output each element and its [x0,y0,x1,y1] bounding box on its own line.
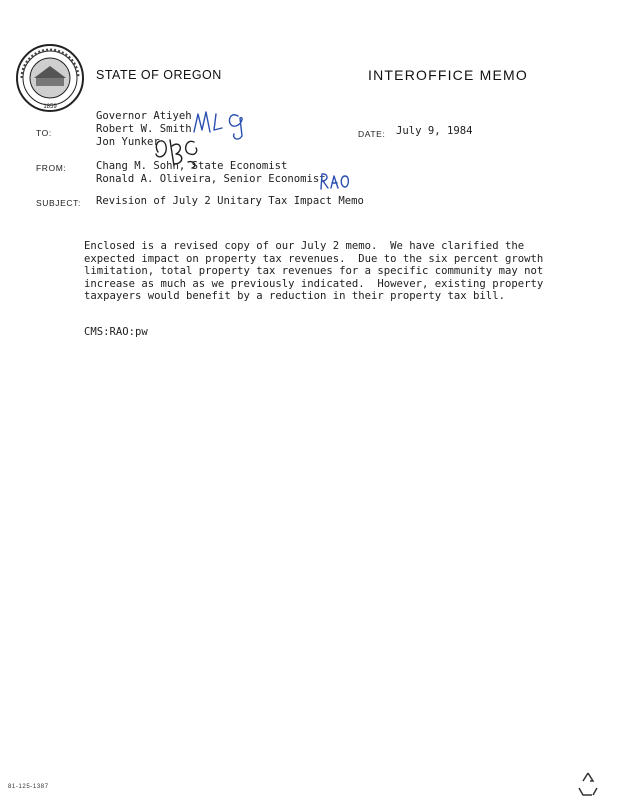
subject-label: SUBJECT: [36,198,81,208]
to-recipient: Robert W. Smith [96,123,192,135]
to-recipient: Governor Atiyeh [96,110,192,122]
from-sender: Ronald A. Oliveira, Senior Economist [96,173,326,185]
subject-value: Revision of July 2 Unitary Tax Impact Memo [96,195,364,207]
date-label: DATE: [358,129,386,139]
body-line: expected impact on property tax revenues. Due to the six percent growth [84,252,544,265]
handwritten-initials [150,132,206,172]
body-line: increase as much as we previously indicated. However, existing property [84,277,544,290]
reference-initials: CMS:RAO:pw [84,326,148,338]
handwritten-initials [318,171,352,191]
from-label: FROM: [36,163,67,173]
state-seal-icon [14,42,86,114]
form-number: 81-125-1387 [8,784,49,790]
body-line: taxpayers would benefit by a reduction in their property tax bill. [84,290,505,302]
from-sender: Chang M. Sohn, State Economist [96,160,288,172]
body-line: Enclosed is a revised copy of our July 2 memo. We have clarified the [84,240,525,252]
to-label: TO: [36,128,52,138]
body-line: limitation, total property tax revenues for a specific community may not [84,265,544,277]
to-recipient: Jon Yunker [96,136,160,148]
date-value: July 9, 1984 [396,125,473,137]
doc-type-title: INTEROFFICE MEMO [368,67,528,83]
seal-year: 1859 [43,104,57,110]
memo-body [84,240,564,303]
recycle-icon [574,770,602,798]
org-name: STATE OF OREGON [96,68,222,82]
